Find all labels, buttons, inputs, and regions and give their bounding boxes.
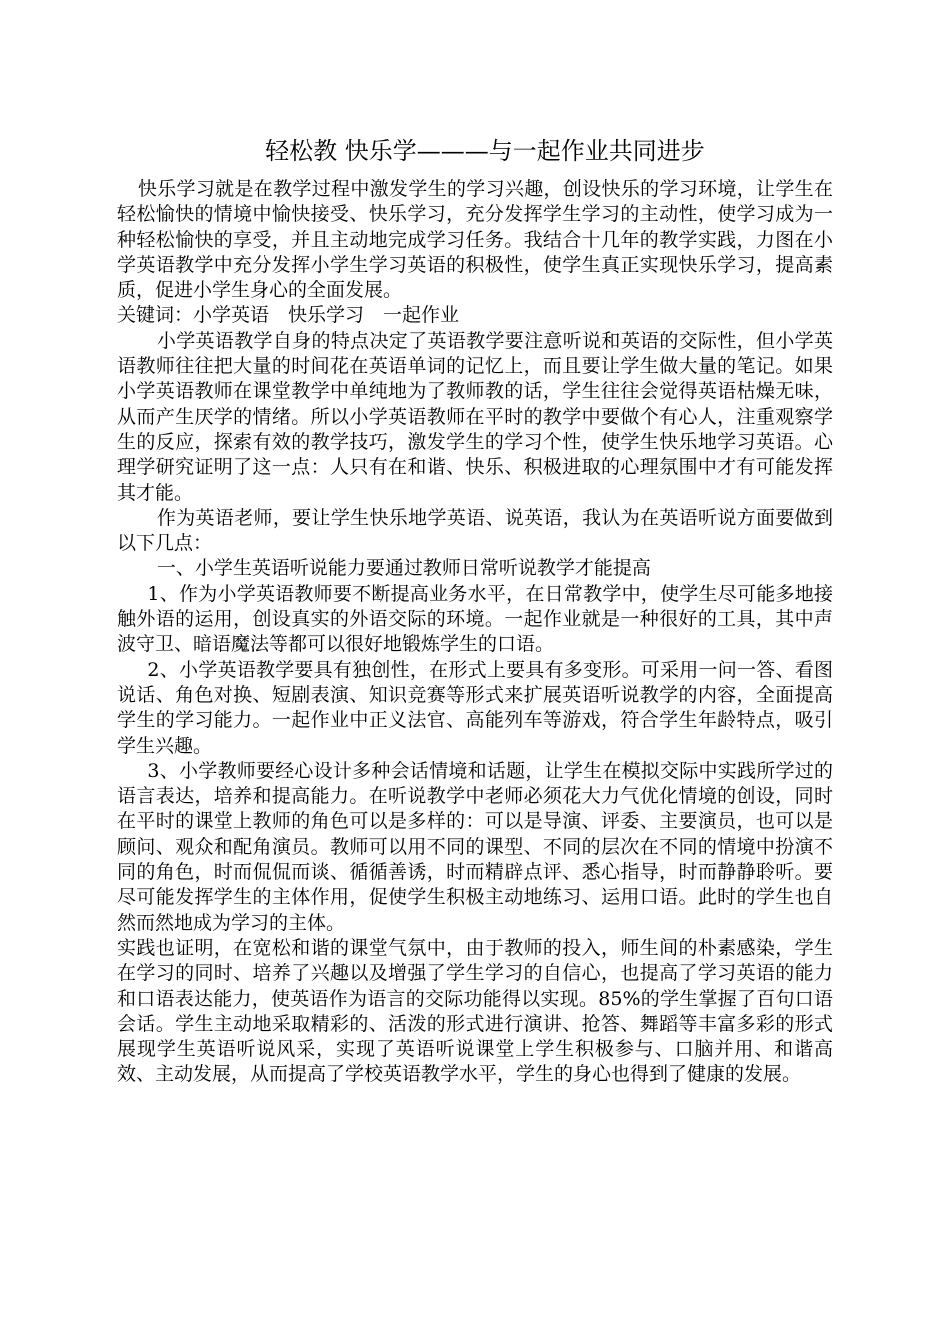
body-paragraph-conclusion: 实践也证明，在宽松和谐的课堂气氛中，由于教师的投入，师生间的朴素感染，学生在学习的同时、培养了兴趣以及增强了学生学习的自信心，也提高了学习英语的能力和口语表达能力，使英语作为语言的交际功能得以实现。85%的学生掌握了百句口语会话。学生主动地采取精彩的、活泼的形式进行演讲、抢答、舞蹈等丰富多彩的形式展现学生英语听说风采，实现了英语听说课堂上学生积极参与、口脑并用、和谐高效、主动发展，从而提高了学校英语教学水平，学生的身心也得到了健康的发展。: [117, 936, 833, 1086]
list-item-2: 2、小学英语教学要具有独创性，在形式上要具有多变形。可采用一问一答、看图说话、角色对换、短剧表演、知识竞赛等形式来扩展英语听说教学的内容，全面提高学生的学习能力。一起作业中正义法官、高能列车等游戏，符合学生年龄特点，吸引学生兴趣。: [117, 658, 833, 757]
document-page: [117, 131, 833, 1088]
keywords-line: 关键词：小学英语 快乐学习 一起作业: [117, 304, 460, 327]
body-paragraph-1: 小学英语教学自身的特点决定了英语教学要注意听说和英语的交际性，但小学英语教师往往把大量的时间花在英语单词的记忆上，而且要让学生做大量的笔记。如果小学英语教师在课堂教学中单纯地为了教师教的话，学生往往会觉得英语枯燥无味，从而产生厌学的情绪。所以小学英语教师在平时的教学中要做个有心人，注重观察学生的反应，探索有效的教学技巧，激发学生的学习个性，使学生快乐地学习英语。心理学研究证明了这一点：人只有在和谐、快乐、积极进取的心理氛围中才有可能发挥其才能。: [117, 329, 833, 504]
abstract-paragraph: 快乐学习就是在教学过程中激发学生的学习兴趣，创设快乐的学习环境，让学生在轻松愉快的情境中愉快接受、快乐学习，充分发挥学生学习的主动性，使学习成为一种轻松愉快的享受，并且主动地完成学习任务。我结合十几年的教学实践，力图在小学英语教学中充分发挥小学生学习英语的积极性，使学生真正实现快乐学习，提高素质，促进小学生身心的全面发展。: [117, 178, 833, 302]
list-item-1: 1、作为小学英语教师要不断提高业务水平，在日常教学中，使学生尽可能多地接触外语的运用，创设真实的外语交际的环境。一起作业就是一种很好的工具，其中声波守卫、暗语魔法等都可以很好地锻炼学生的口语。: [117, 582, 833, 656]
body-paragraph-2: 作为英语老师，要让学生快乐地学英语、说英语，我认为在英语听说方面要做到以下几点：: [117, 506, 833, 555]
list-item-3: 3、小学教师要经心设计多种会话情境和话题，让学生在模拟交际中实践所学过的语言表达，培养和提高能力。在听说教学中老师必须花大力气优化情境的创设，同时在平时的课堂上教师的角色可以是多样的：可以是导演、评委、主要演员，也可以是顾问、观众和配角演员。教师可以用不同的课型、不同的层次在不同的情境中扮演不同的角色，时而侃侃而谈、循循善诱，时而精辟点评、悉心指导，时而静静聆听。要尽可能发挥学生的主体作用，促使学生积极主动地练习、运用口语。此时的学生也自然而然地成为学习的主体。: [117, 759, 833, 934]
document-title: 轻松教 快乐学———与一起作业共同进步: [265, 137, 705, 165]
section-heading-1: 一、小学生英语听说能力要通过教师日常听说教学才能提高: [156, 557, 651, 580]
